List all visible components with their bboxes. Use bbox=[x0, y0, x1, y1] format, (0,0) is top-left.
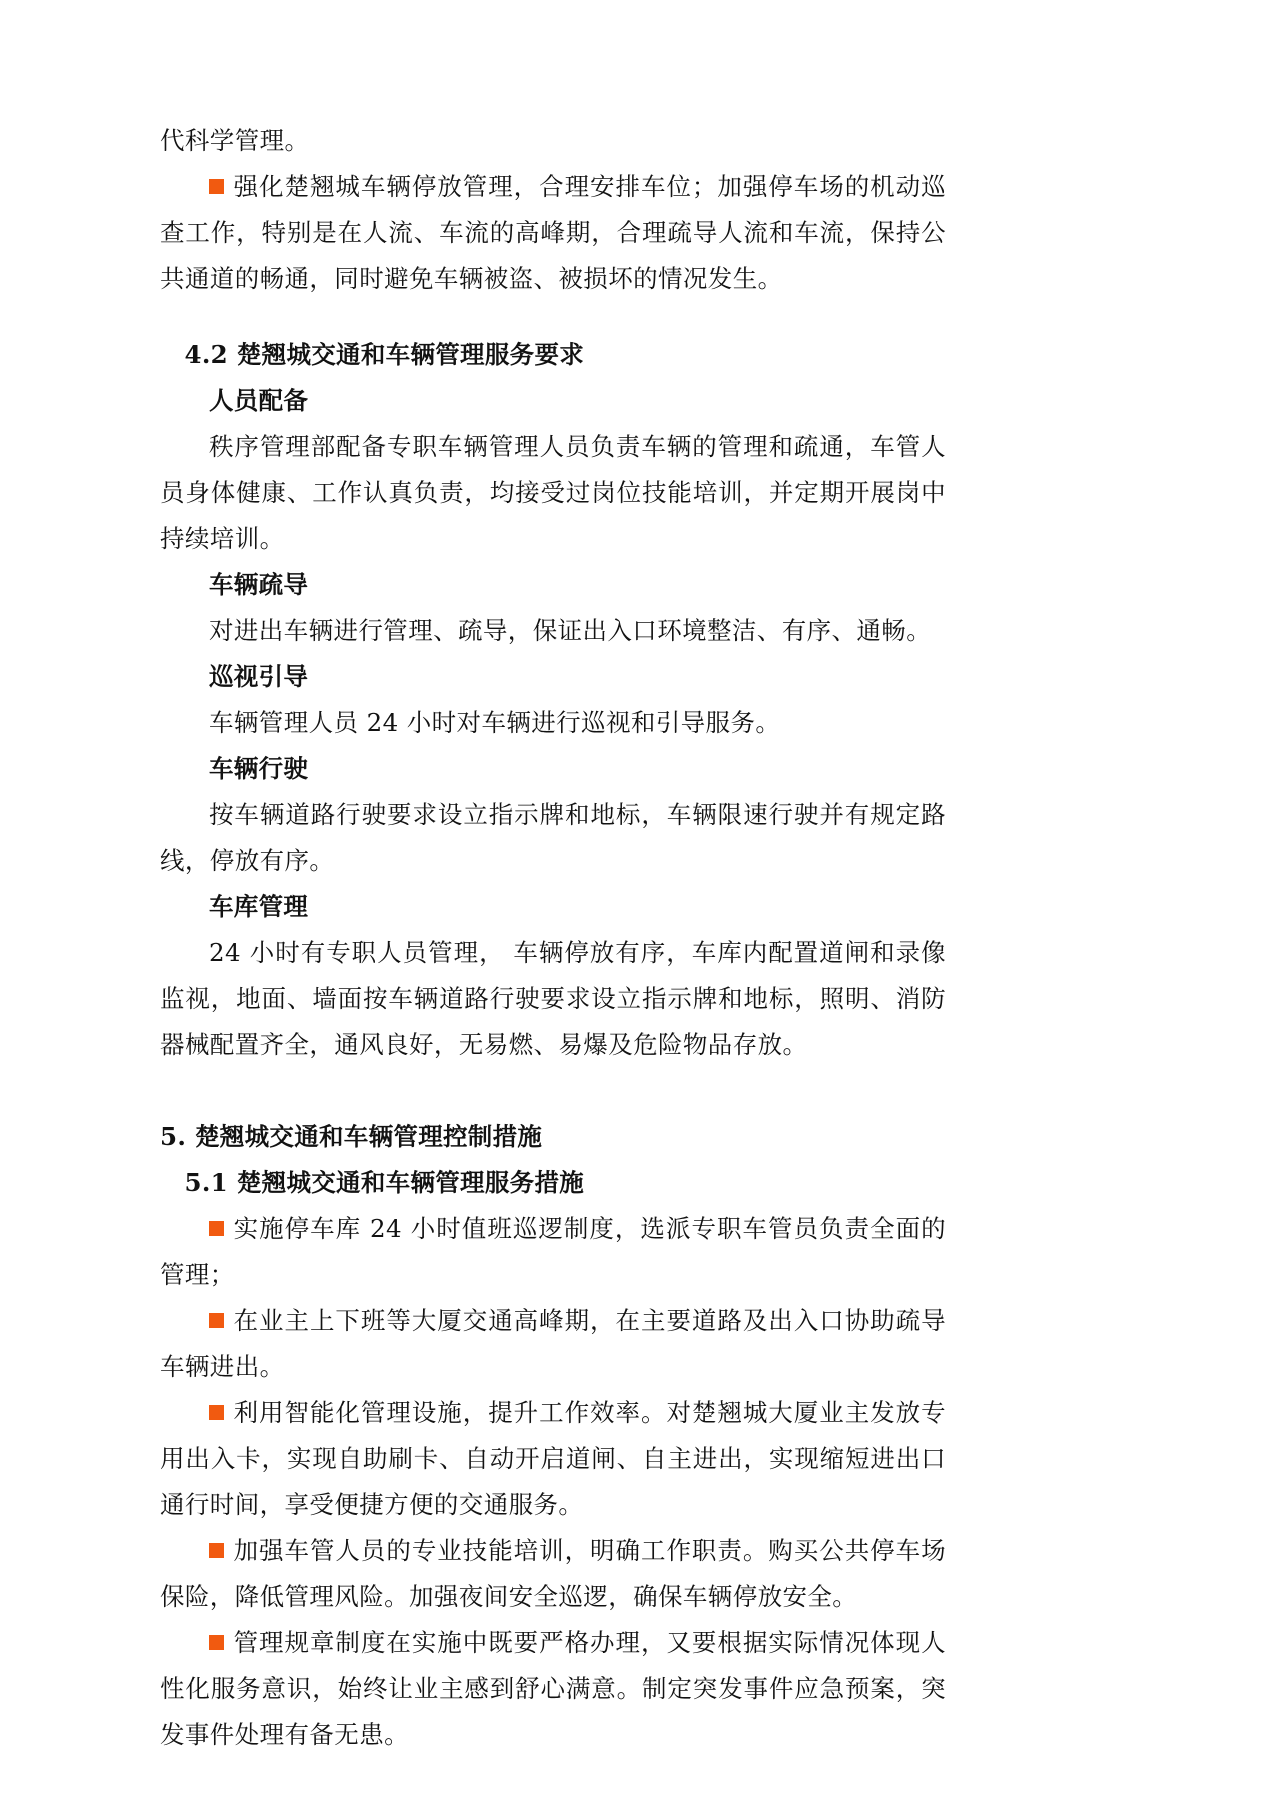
bullet-item-4 bbox=[160, 1528, 946, 1620]
heading-section-5-1: 5.1 楚翘城交通和车辆管理服务措施 bbox=[184, 1168, 585, 1197]
section-spacer-2 bbox=[160, 1068, 946, 1114]
bullet-item-2-text: 在业主上下班等大厦交通高峰期，在主要道路及出入口协助疏导车辆进出。 bbox=[160, 1306, 946, 1381]
subheading-patrol-guidance: 巡视引导 bbox=[209, 662, 309, 691]
intro-bullet-paragraph bbox=[160, 164, 946, 302]
section-spacer bbox=[160, 302, 946, 332]
bullet-item-1 bbox=[160, 1206, 946, 1298]
bullet-item-5-text: 管理规章制度在实施中既要严格办理，又要根据实际情况体现人性化服务意识，始终让业主感到舒心满意。制定突发事件应急预案，突发事件处理有备无患。 bbox=[160, 1628, 946, 1749]
bullet-item-3 bbox=[160, 1390, 946, 1528]
paragraph-vehicle-guidance: 对进出车辆进行管理、疏导，保证出入口环境整洁、有序、通畅。 bbox=[209, 616, 932, 645]
intro-bullet-text: 强化楚翘城车辆停放管理，合理安排车位；加强停车场的机动巡查工作，特别是在人流、车流的高峰期，合理疏导人流和车流，保持公共通道的畅通，同时避免车辆被盗、被损坏的情况发生。 bbox=[160, 172, 946, 293]
subheading-garage-management: 车库管理 bbox=[209, 892, 309, 921]
page-content bbox=[160, 118, 946, 1758]
orange-square-bullet-icon bbox=[209, 1543, 224, 1558]
subheading-personnel: 人员配备 bbox=[209, 386, 309, 415]
orange-square-bullet-icon bbox=[209, 1313, 224, 1328]
orange-square-bullet-icon bbox=[209, 1635, 224, 1650]
subheading-vehicle-driving: 车辆行驶 bbox=[209, 754, 309, 783]
opening-fragment-paragraph: 代科学管理。 bbox=[160, 126, 310, 155]
orange-square-bullet-icon bbox=[209, 1405, 224, 1420]
bullet-item-3-text: 利用智能化管理设施，提升工作效率。对楚翘城大厦业主发放专用出入卡，实现自助刷卡、自动开启道闸、自主进出，实现缩短进出口通行时间，享受便捷方便的交通服务。 bbox=[160, 1398, 946, 1519]
bullet-item-1-text: 实施停车库 24 小时值班巡逻制度，选派专职车管员负责全面的管理； bbox=[160, 1214, 946, 1289]
bullet-item-5 bbox=[160, 1620, 946, 1758]
paragraph-personnel: 秩序管理部配备专职车辆管理人员负责车辆的管理和疏通，车管人员身体健康、工作认真负责，均接受过岗位技能培训，并定期开展岗中持续培训。 bbox=[160, 432, 946, 553]
heading-section-4-2: 4.2 楚翘城交通和车辆管理服务要求 bbox=[184, 340, 585, 369]
paragraph-garage-management: 24 小时有专职人员管理， 车辆停放有序，车库内配置道闸和录像监视，地面、墙面按车辆道路行驶要求设立指示牌和地标，照明、消防器械配置齐全，通风良好，无易燃、易爆及危险物品存放。 bbox=[160, 938, 946, 1059]
paragraph-patrol-guidance: 车辆管理人员 24 小时对车辆进行巡视和引导服务。 bbox=[209, 708, 781, 737]
paragraph-vehicle-driving: 按车辆道路行驶要求设立指示牌和地标，车辆限速行驶并有规定路线，停放有序。 bbox=[160, 800, 946, 875]
bullet-item-4-text: 加强车管人员的专业技能培训，明确工作职责。购买公共停车场保险，降低管理风险。加强夜间安全巡逻，确保车辆停放安全。 bbox=[160, 1536, 946, 1611]
bullet-item-2 bbox=[160, 1298, 946, 1390]
orange-square-bullet-icon bbox=[209, 1221, 224, 1236]
heading-section-5: 5. 楚翘城交通和车辆管理控制措施 bbox=[160, 1122, 543, 1151]
subheading-vehicle-guidance: 车辆疏导 bbox=[209, 570, 309, 599]
orange-square-bullet-icon bbox=[209, 179, 224, 194]
